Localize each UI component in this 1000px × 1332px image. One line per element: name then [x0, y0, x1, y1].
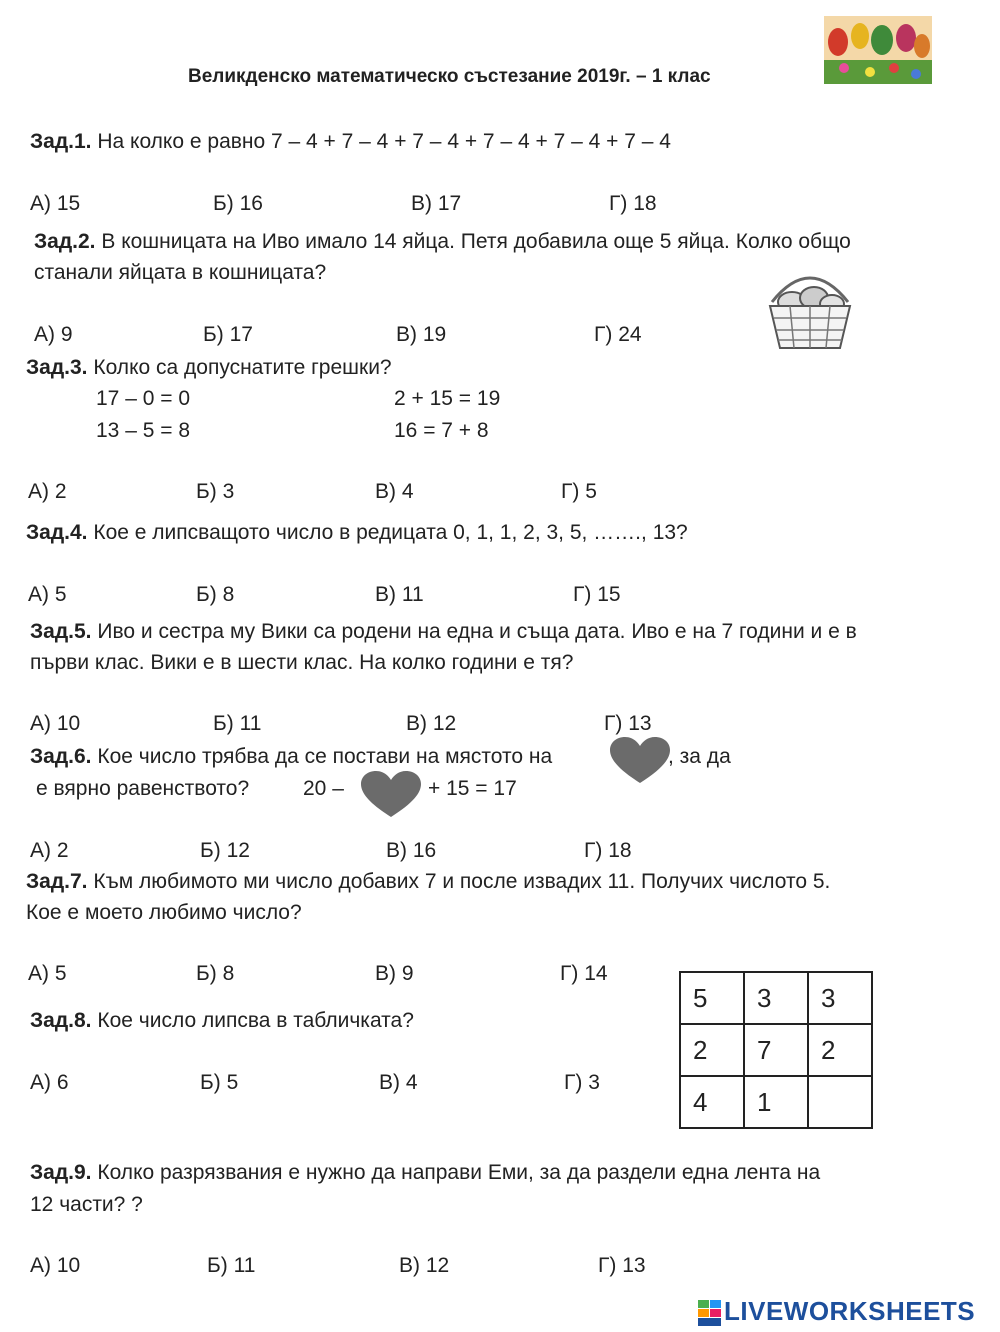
equation-left: 20 – — [303, 777, 344, 800]
grid-row — [680, 1076, 872, 1128]
answer-option[interactable]: Г) 24 — [594, 323, 642, 346]
answer-option[interactable]: Б) 16 — [213, 192, 263, 215]
task-1 — [30, 129, 671, 155]
task-4 — [26, 520, 688, 546]
task-text-line2: Кое е моето любимо число? — [26, 901, 302, 924]
grid-cell: 3 — [808, 972, 872, 1024]
task-text-after: , за да — [668, 745, 731, 768]
task-text: Колко разрязвания е нужно да направи Еми, за да раздели една лента на — [97, 1161, 821, 1184]
answer-option[interactable]: Б) 12 — [200, 839, 250, 862]
equation: 17 – 0 = 0 — [96, 387, 190, 410]
grid-cell: 4 — [680, 1076, 744, 1128]
task-text-line2: станали яйцата в кошницата? — [34, 261, 327, 284]
grid-cell: 5 — [680, 972, 744, 1024]
answer-option[interactable]: В) 4 — [375, 480, 414, 503]
answer-option[interactable]: Б) 5 — [200, 1071, 239, 1094]
task-9 — [30, 1160, 820, 1186]
liveworksheets-watermark: LIVEWORKSHEETS — [724, 1296, 976, 1326]
number-grid — [679, 971, 873, 1129]
task-text: Кое е липсващото число в редицата 0, 1, 1, 2, 3, 5, ……., 13? — [93, 521, 688, 544]
answer-option[interactable]: Б) 17 — [203, 323, 253, 346]
answer-option[interactable]: Б) 8 — [196, 962, 235, 985]
answer-option[interactable]: А) 5 — [28, 583, 67, 606]
answer-option[interactable]: В) 4 — [379, 1071, 418, 1094]
equation-right: + 15 = 17 — [428, 777, 517, 800]
answer-option[interactable]: Г) 13 — [598, 1254, 646, 1277]
task-text-line2: първи клас. Вики е в шести клас. На колко години е тя? — [30, 651, 574, 674]
task-text: Колко са допуснатите грешки? — [93, 356, 392, 379]
answer-option[interactable]: Г) 18 — [609, 192, 657, 215]
task-text: Към любимото ми число добавих 7 и после извадих 11. Получих числото 5. — [93, 870, 831, 893]
task-6 — [30, 744, 552, 770]
task-label: Зад.5. — [30, 620, 92, 643]
heart-icon — [361, 771, 421, 819]
answer-option[interactable]: В) 17 — [411, 192, 462, 215]
task-7 — [26, 869, 830, 895]
equation: 13 – 5 = 8 — [96, 419, 190, 442]
task-label: Зад.4. — [26, 521, 88, 544]
heart-icon — [610, 737, 670, 785]
answer-option[interactable]: Б) 8 — [196, 583, 235, 606]
grid-row — [680, 972, 872, 1024]
equation: 16 = 7 + 8 — [394, 419, 489, 442]
task-text-line2: е вярно равенството? — [36, 777, 250, 800]
answer-option[interactable]: Г) 3 — [564, 1071, 600, 1094]
egg-basket-image — [760, 262, 860, 354]
task-2 — [34, 229, 851, 255]
answer-option[interactable]: В) 12 — [406, 712, 457, 735]
grid-cell: 7 — [744, 1024, 808, 1076]
grid-cell: 3 — [744, 972, 808, 1024]
task-text-line2: 12 части? ? — [30, 1193, 143, 1216]
answer-option[interactable]: А) 15 — [30, 192, 81, 215]
answer-option[interactable]: В) 9 — [375, 962, 414, 985]
task-label: Зад.6. — [30, 745, 92, 768]
answer-option[interactable]: В) 16 — [386, 839, 437, 862]
task-label: Зад.7. — [26, 870, 88, 893]
answer-option[interactable]: Г) 14 — [560, 962, 608, 985]
grid-cell: 1 — [744, 1076, 808, 1128]
task-8 — [30, 1008, 414, 1034]
task-label: Зад.8. — [30, 1009, 92, 1032]
task-text: Иво и сестра му Вики са родени на една и съща дата. Иво е на 7 години и е в — [97, 620, 857, 643]
task-text: Кое число трябва да се постави на мястото на — [97, 745, 553, 768]
task-label: Зад.9. — [30, 1161, 92, 1184]
task-label: Зад.3. — [26, 356, 88, 379]
answer-option[interactable]: Г) 18 — [584, 839, 632, 862]
answer-option[interactable]: Г) 5 — [561, 480, 597, 503]
liveworksheets-logo-icon — [698, 1300, 722, 1326]
missing-cell[interactable] — [808, 1076, 872, 1128]
grid-cell: 2 — [680, 1024, 744, 1076]
task-3 — [26, 355, 392, 381]
answer-option[interactable]: В) 12 — [399, 1254, 450, 1277]
answer-option[interactable]: Г) 13 — [604, 712, 652, 735]
task-label: Зад.2. — [34, 230, 96, 253]
task-text: В кошницата на Иво имало 14 яйца. Петя добавила още 5 яйца. Колко общо — [101, 230, 851, 253]
page-title: Великденско математическо състезание 2019г. – 1 клас — [188, 66, 711, 87]
equation: 2 + 15 = 19 — [394, 387, 501, 410]
grid-row — [680, 1024, 872, 1076]
task-5 — [30, 619, 857, 645]
task-text: Кое число липсва в табличката? — [97, 1009, 414, 1032]
task-label: Зад.1. — [30, 130, 92, 153]
answer-option[interactable]: В) 19 — [396, 323, 447, 346]
answer-option[interactable]: Г) 15 — [573, 583, 621, 606]
answer-option[interactable]: Б) 11 — [207, 1254, 256, 1277]
answer-option[interactable]: А) 6 — [30, 1071, 69, 1094]
task-text: На колко е равно 7 – 4 + 7 – 4 + 7 – 4 + 7 – 4 + 7 – 4 + 7 – 4 — [97, 130, 671, 153]
answer-option[interactable]: А) 2 — [28, 480, 67, 503]
answer-option[interactable]: А) 5 — [28, 962, 67, 985]
answer-option[interactable]: А) 2 — [30, 839, 69, 862]
answer-option[interactable]: Б) 3 — [196, 480, 235, 503]
grid-cell: 2 — [808, 1024, 872, 1076]
answer-option[interactable]: А) 9 — [34, 323, 73, 346]
answer-option[interactable]: А) 10 — [30, 712, 81, 735]
answer-option[interactable]: А) 10 — [30, 1254, 81, 1277]
answer-option[interactable]: В) 11 — [375, 583, 424, 606]
easter-eggs-image — [824, 16, 932, 84]
answer-option[interactable]: Б) 11 — [213, 712, 262, 735]
